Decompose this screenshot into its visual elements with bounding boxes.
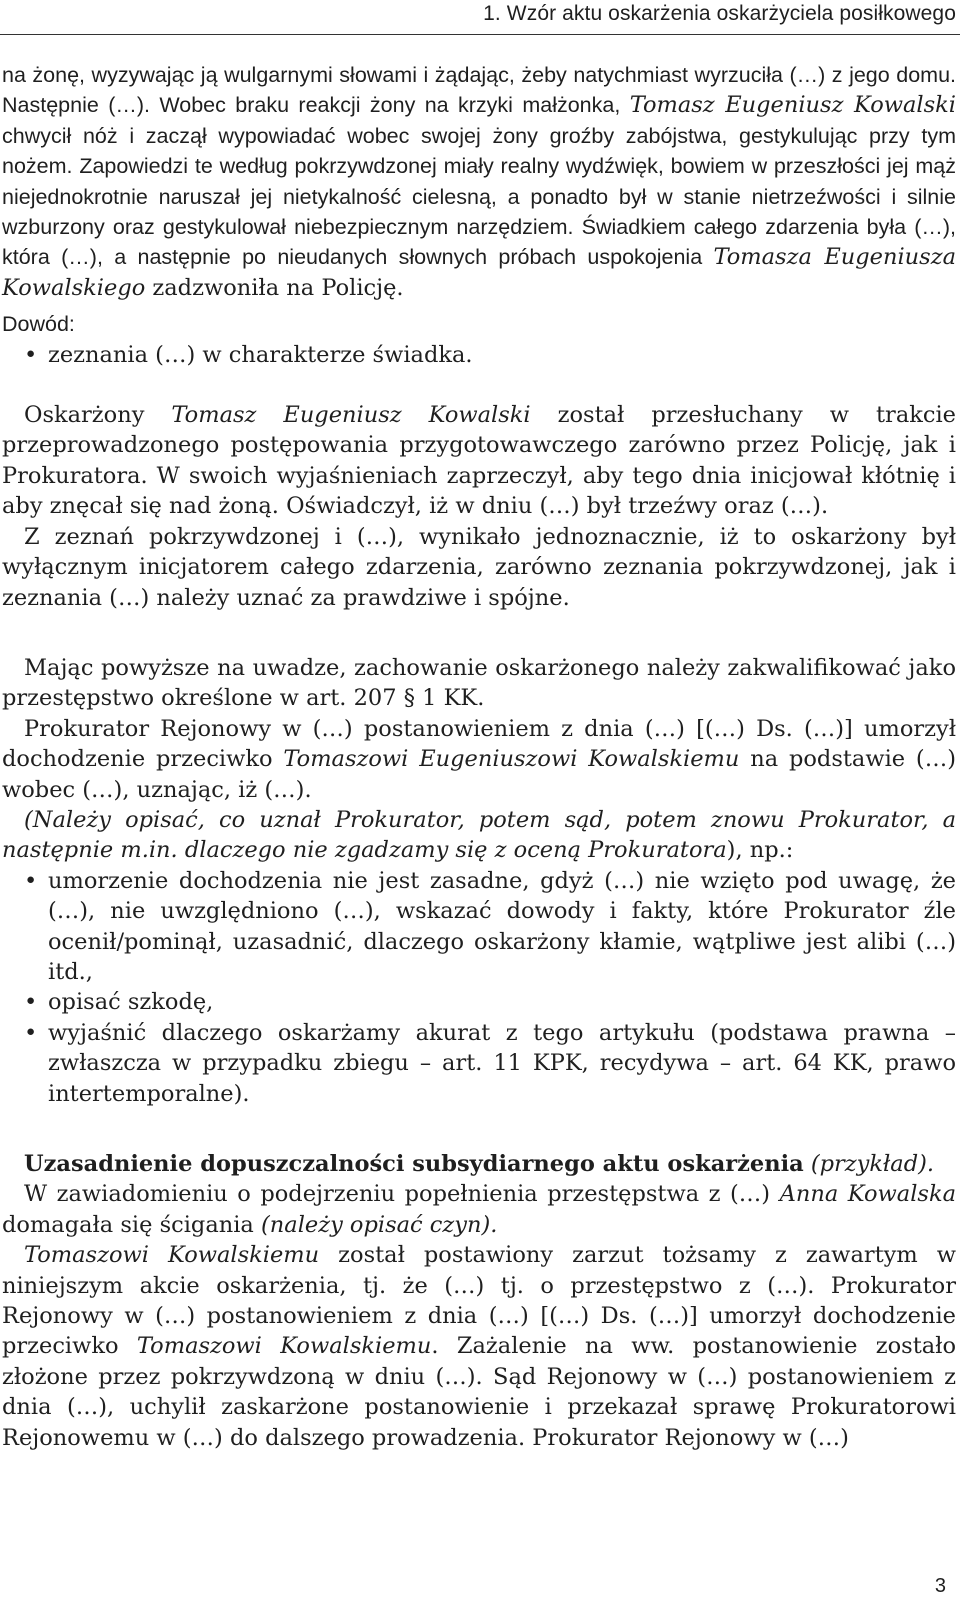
list-item-text: umorzenie dochodzenia nie jest zasadne, gdyż (…) nie wzięto pod uwagę, że (…), nie uwzględniono (…), wskazać dowody i fakty, które Prokurator źle ocenił/pominął, uzasadnić, dlaczego oskarżony kłamie, wątpliwe jest alibi (…) itd.,: [48, 867, 956, 985]
text-run: . Zażalenie na ww. postanowienie zostało złożone przez pokrzywdzoną w dniu (…). Sąd Rejonowy w (…) postanowieniem z dnia (…), uchylił zaskarżone postanowienie i przekazał sprawę Prokuratorowi Rejonowemu w (…) do dalszego prowadzenia. Prokurator Rejonowy w (…): [2, 1333, 957, 1451]
text-run: został przesłuchany w trakcie przeprowadzonego postępowania przygotowawczego zarówno przez Policję, jak i Prokuratora. W swoich wyjaśnieniach zaprzeczył, aby tego dnia inicjował kłótnię i aby znęcał się nad żoną. Oświadczył, iż w dniu (…) był trzeźwy oraz (…).: [2, 402, 956, 520]
bullet-icon: •: [24, 867, 38, 894]
list-item-text: zeznania (…) w charakterze świadka.: [48, 341, 473, 368]
text-run: domagała się ścigania: [2, 1211, 262, 1238]
text-run: chwycił nóż i zaczął wypowiadać wobec swojej żony groźby zabójstwa, gestykulując przy tym nożem. Zapowiedzi te według pokrzywdzonej miały realny wydźwięk, bowiem w przeszłości jej mąż niejednokrotnie naruszał jej nietykalność cielesną, a ponadto był w stanie nietrzeźwości i silnie wzburzony oraz gestykulował niebezpiecznym narzędziem. Świadkiem całego zdarzenia była (…), która (…), a następnie po nieudanych słownych próbach uspokojenia: [2, 123, 956, 270]
list-item: [2, 987, 956, 1017]
paragraph-procedure-history: [2, 1240, 956, 1453]
instruction-note: (Należy opisać, co uznał Prokurator, potem sąd, potem znowu Prokurator, a następnie m.in. dlaczego nie zgadzamy się z oceną Prokuratora: [2, 806, 956, 864]
paragraph-witness-testimony: Z zeznań pokrzywdzonej i (…), wynikało jednoznacznie, iż to oskarżony był wyłącznym inicjatorem całego zdarzenia, zarówno zeznania pokrzywdzonej, jak i zeznania (…) należy uznać za prawdziwe i spójne.: [2, 523, 956, 611]
running-header: [0, 0, 960, 35]
page-number: 3: [934, 1575, 946, 1597]
text-run: ), np.:: [726, 837, 794, 864]
running-header-title: 1. Wzór aktu oskarżenia oskarżyciela posiłkowego: [483, 2, 956, 25]
defendant-name: Tomaszowi Kowalskiemu: [24, 1242, 320, 1269]
text-run: został postawiony zarzut tożsamy z zawartym w niniejszym akcie oskarżenia, tj. że (…) tj. o przestępstwo z (…). Prokurator Rejonowy w (…) postanowieniem z dnia (…) [(…) Ds. (…)] umorzył dochodzenie przeciwko: [2, 1242, 956, 1360]
section-heading-note: (przykład).: [803, 1151, 935, 1177]
defendant-name: Tomasz Eugeniusz Kowalski: [171, 402, 531, 429]
instruction-note: (należy opisać czyn).: [261, 1211, 498, 1238]
defendant-name: Tomasza Eugeniusza Kowalskiego: [2, 244, 956, 301]
list-item-text: wyjaśnić dlaczego oskarżamy akurat z tego artykułu (podstawa prawna – zwłaszcza w przypadku zbiegu – art. 11 KPK, recydywa – art. 64 KK, prawo intertemporalne).: [48, 1019, 956, 1107]
document-body: [2, 60, 956, 1453]
defendant-name: Tomasz Eugeniusz Kowalski: [629, 92, 956, 119]
paragraph-qualification: Mając powyższe na uwadze, zachowanie oskarżonego należy zakwalifikować jako przestępstwo określone w art. 207 § 1 KK.: [2, 654, 956, 712]
bullet-icon: •: [24, 989, 38, 1016]
paragraph-prosecutor-decision: [2, 714, 956, 805]
bullet-icon: •: [24, 341, 38, 368]
text-run: Oskarżony: [24, 402, 172, 429]
paragraph-notification: [2, 1179, 956, 1240]
defendant-name: Tomaszowi Kowalskiemu: [136, 1333, 432, 1360]
evidence-list: [2, 340, 956, 370]
section-heading: [2, 1149, 956, 1179]
list-item: [2, 1018, 956, 1109]
text-run: zadzwoniła na Policję.: [145, 274, 404, 301]
text-run: na żonę, wyzywając ją wulgarnymi słowami i żądając, żeby natychmiast wyrzuciła (…) z jego domu. Następnie (…). Wobec braku reakcji żony na krzyki małżonka,: [2, 63, 956, 118]
list-item-text: opisać szkodę,: [48, 989, 214, 1016]
text-run: W zawiadomieniu o podejrzeniu popełnienia przestępstwa z (…): [24, 1181, 780, 1208]
argument-list: [2, 866, 956, 1109]
victim-name: Anna Kowalska: [779, 1181, 956, 1208]
paragraph-defendant-statement: [2, 400, 956, 522]
list-item: [2, 866, 956, 988]
defendant-name: Tomaszowi Eugeniuszowi Kowalskiemu: [283, 746, 740, 773]
list-item: [2, 340, 956, 370]
section-heading-title: Uzasadnienie dopuszczalności subsydiarnego aktu oskarżenia: [24, 1151, 804, 1177]
evidence-label: Dowód:: [2, 312, 75, 337]
text-run: Prokurator Rejonowy w (…) postanowieniem z dnia (…) [(…) Ds. (…)] umorzył dochodzenie przeciwko: [2, 715, 956, 773]
text-run: na podstawie (…) wobec (…), uznając, iż (…).: [2, 746, 956, 803]
paragraph-instruction-note: [2, 805, 956, 866]
bullet-icon: •: [24, 1019, 38, 1046]
paragraph-incident: [2, 60, 956, 303]
